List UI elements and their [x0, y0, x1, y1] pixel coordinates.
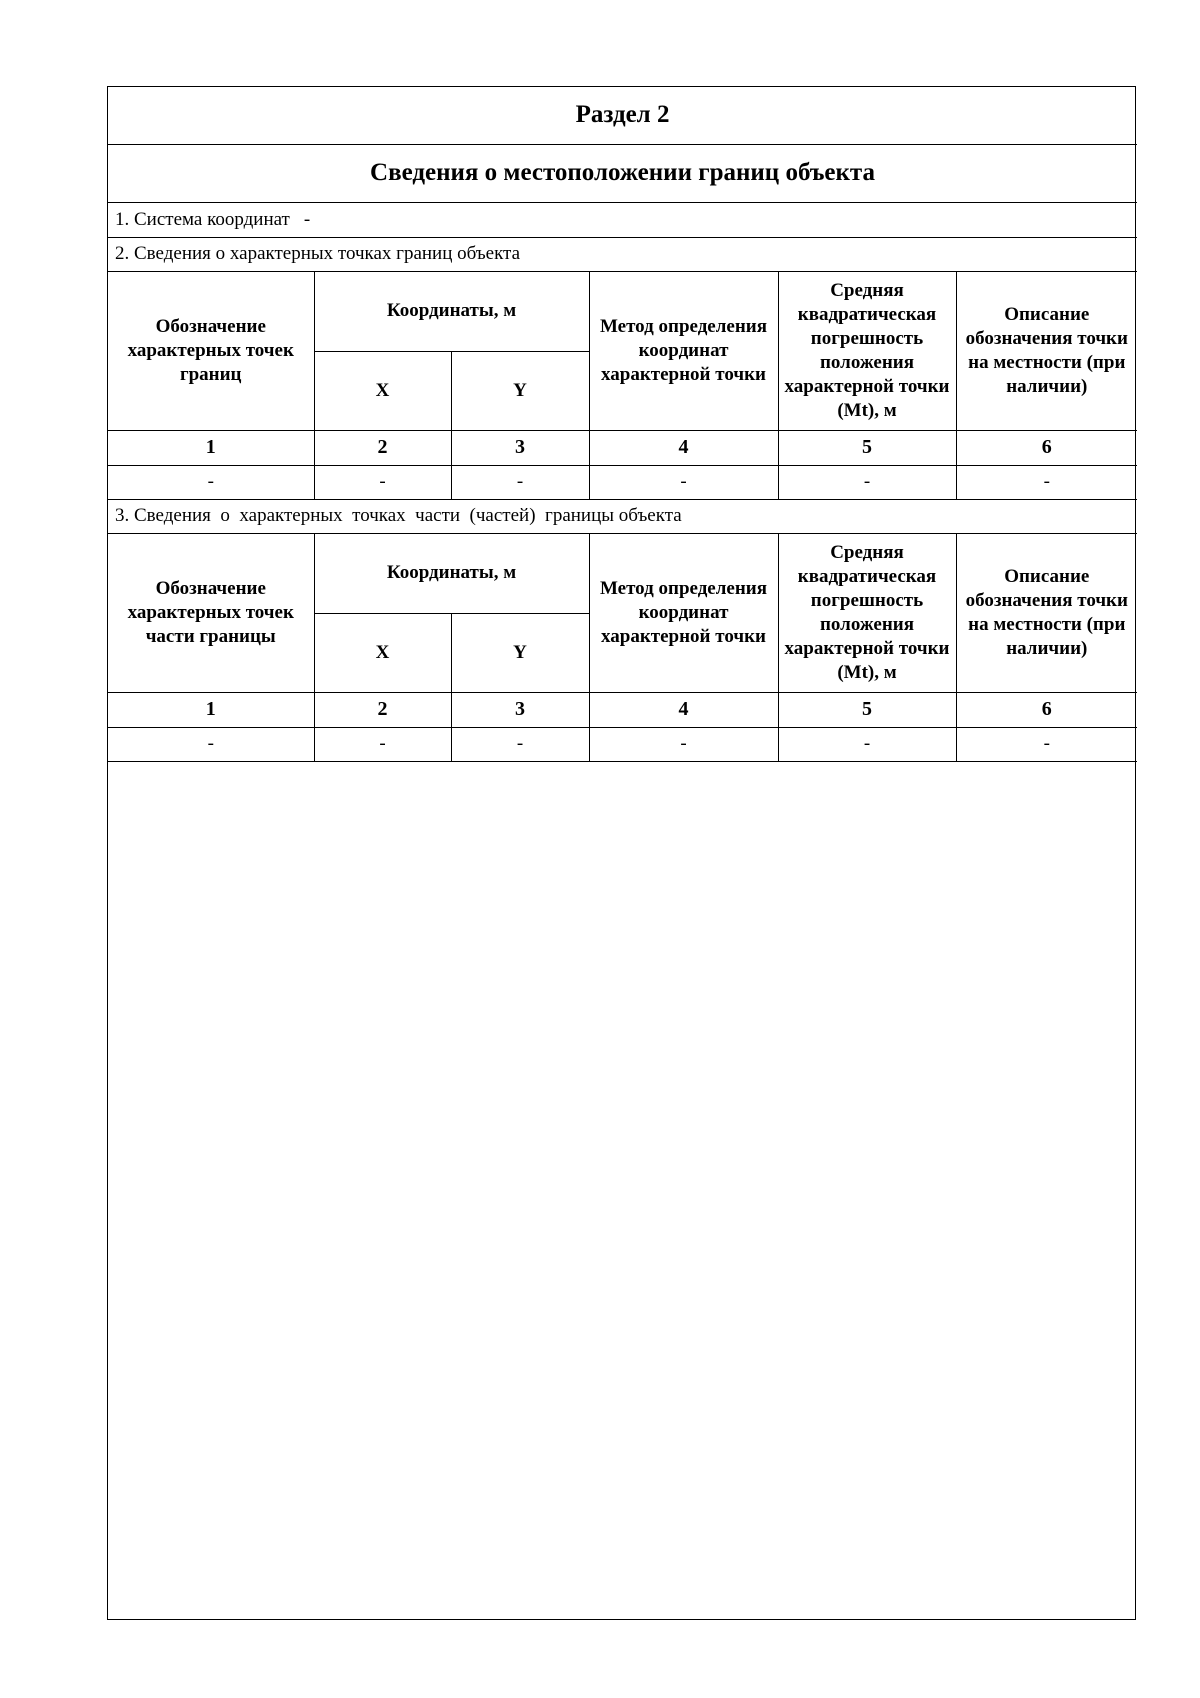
section-number: Раздел 2 [108, 87, 1137, 144]
table1-colnum: 4 [589, 430, 778, 465]
table1-colnum: 6 [956, 430, 1137, 465]
table2-colnum: 5 [778, 692, 956, 727]
table1-cell: - [451, 465, 589, 499]
table1-header-description: Описание обозначения точки на местности (при наличии) [956, 271, 1137, 430]
coord-system-label: 1. Система координат [115, 208, 290, 230]
table1-cell: - [589, 465, 778, 499]
table1-colnum: 3 [451, 430, 589, 465]
coord-system-row [108, 202, 1137, 237]
table2-header-method: Метод определения координат характерной точки [589, 533, 778, 692]
table1-header-error: Средняя квадратическая погрешность положения характерной точки (Mt), м [778, 271, 956, 430]
table1-header-designation: Обозначение характерных точек границ [108, 271, 314, 430]
coord-system-value: - [303, 208, 311, 230]
table2-colnum: 4 [589, 692, 778, 727]
table1-header-x: X [314, 351, 451, 430]
table1-caption: 2. Сведения о характерных точках границ объекта [108, 237, 1137, 271]
table1-colnum: 1 [108, 430, 314, 465]
table2-header-designation: Обозначение характерных точек части границы [108, 533, 314, 692]
section-table [108, 87, 1137, 762]
table2-header-description: Описание обозначения точки на местности (при наличии) [956, 533, 1137, 692]
table2-cell: - [314, 727, 451, 761]
table2-colnum: 3 [451, 692, 589, 727]
table2-colnum: 6 [956, 692, 1137, 727]
table1-number-row [108, 430, 1137, 465]
table2-cell: - [451, 727, 589, 761]
table2-caption: 3. Сведения о характерных точках части (частей) границы объекта [108, 499, 1137, 533]
table2-header-coords: Координаты, м [314, 533, 589, 613]
table1-header-method: Метод определения координат характерной точки [589, 271, 778, 430]
table-row [108, 727, 1137, 761]
table1-cell: - [778, 465, 956, 499]
table1-colnum: 2 [314, 430, 451, 465]
table1-cell: - [108, 465, 314, 499]
table2-number-row [108, 692, 1137, 727]
table-row [108, 465, 1137, 499]
document-frame [107, 86, 1136, 1620]
section-title: Сведения о местоположении границ объекта [108, 144, 1137, 202]
table2-cell: - [589, 727, 778, 761]
table2-header-x: X [314, 613, 451, 692]
table1-header-y: Y [451, 351, 589, 430]
table2-cell: - [778, 727, 956, 761]
table2-header-y: Y [451, 613, 589, 692]
table1-colnum: 5 [778, 430, 956, 465]
table2-cell: - [108, 727, 314, 761]
table2-cell: - [956, 727, 1137, 761]
table1-cell: - [314, 465, 451, 499]
table2-colnum: 2 [314, 692, 451, 727]
table2-header-error: Средняя квадратическая погрешность положения характерной точки (Mt), м [778, 533, 956, 692]
table2-colnum: 1 [108, 692, 314, 727]
table1-header-coords: Координаты, м [314, 271, 589, 351]
table1-cell: - [956, 465, 1137, 499]
